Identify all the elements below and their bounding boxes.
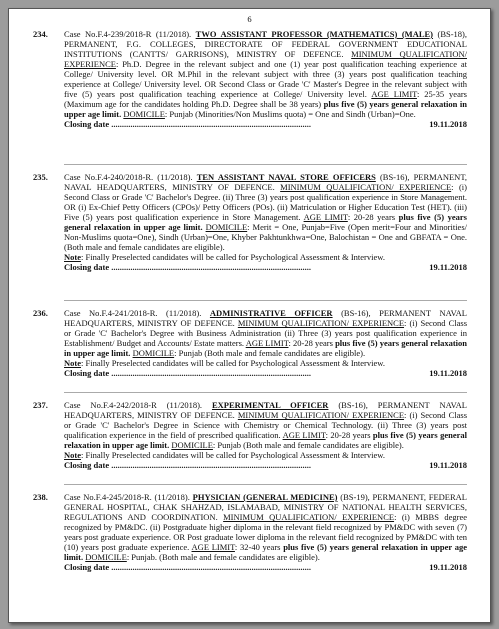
closing-label-wrap: Closing date .............................................................................................. xyxy=(64,262,311,272)
case-number: Case No.F.4-239/2018-R (11/2018). xyxy=(64,29,196,39)
age-relaxation: plus five (5) years general relaxation in upper age limit. xyxy=(64,212,467,232)
closing-label-wrap: Closing date .............................................................................................. xyxy=(64,119,311,129)
age-limit-text: : 20-28 years xyxy=(288,338,336,348)
section-divider xyxy=(64,164,467,165)
document-page xyxy=(8,8,491,623)
entry-number: 237. xyxy=(33,400,48,410)
domicile-text: : Punjab (Minorities/Non Muslims quota) = One and Sindh (Urban)=One. xyxy=(164,109,416,119)
entry-text xyxy=(64,172,467,272)
entry-text xyxy=(64,400,467,470)
qualification-text: : (i) Second Class or Grade 'C' Bachelor's Degree in Science with Chemistry or Chemical Technology. (ii) Three (3) years post qualification experience in the field of prescribed qualification. xyxy=(64,410,468,440)
qualification-label: MINIMUM QUALIFICATION/ EXPERIENCE xyxy=(237,410,405,420)
post-title: TWO ASSISTANT PROFESSOR (MATHEMATICS) (MALE) xyxy=(195,29,434,39)
entry-body xyxy=(64,172,467,252)
post-details: (BS-19), PERMANENT, FEDERAL GENERAL HOSPITAL, CHAK SHAHZAD, ISLAMABAD, MINISTRY OF NATIONAL HEALTH SERVICES, REGULATIONS AND COORDINATION. xyxy=(64,492,467,522)
entry-body xyxy=(64,308,467,358)
post-details: (BS-18), PERMANENT, F.G. COLLEGES, DIRECTORATE OF FEDERAL GOVERNMENT EDUCATIONAL INSTITUTIONS (CANTTS/ GARRISONS), MINISTRY OF DEFENCE. xyxy=(64,29,468,59)
age-limit-label: AGE LIMIT xyxy=(245,338,289,348)
domicile-text: : Merit = One, Punjab=Five (Open merit=Four and Minorities/ Non-Muslims quota=One), Sindh (Urban)=One, Khyber Pakhtunkhwa=One, Balochistan = One and GBFATA = One. (Both male and female candidates are eligible). xyxy=(64,222,467,252)
age-limit-label: AGE LIMIT xyxy=(371,89,417,99)
age-limit-label: AGE LIMIT xyxy=(303,212,348,222)
domicile-text: : Punjab. (Both male and female candidates are eligible). xyxy=(126,552,320,562)
note-line xyxy=(64,358,467,368)
age-limit-text: : 20-28 years xyxy=(325,430,373,440)
page-number: 6 xyxy=(247,14,252,24)
domicile-text: : Punjab (Both male and female candidates are eligible). xyxy=(212,440,404,450)
closing-date-line xyxy=(64,460,467,470)
note-line xyxy=(64,450,467,460)
post-details: (BS-16), PERMANENT, NAVAL HEADQUARTERS, MINISTRY OF DEFENCE. xyxy=(64,172,468,192)
note-text: : Finally Preselected candidates will be called for Psychological Assessment & Interview. xyxy=(81,358,385,368)
closing-date-line xyxy=(64,368,467,378)
case-number: Case No.F.4-240/2018-R. (11/2018). xyxy=(64,172,197,182)
post-details: (BS-16), PERMANENT NAVAL HEADQUARTERS, MINISTRY OF DEFENCE. xyxy=(64,400,468,420)
domicile-label: DOMICILE xyxy=(85,552,127,562)
entry-body xyxy=(64,29,467,119)
qualification-text: : Ph.D. Degree in the relevant subject and one (1) year post qualification teaching experience at College/ University level. OR M.Phil in the relevant subject with three (3) years post qualification teaching experience at College/ University level. OR Second Class or Grade 'C' Master's Degree in the relevant subject with five (5) years post qualification teaching experience at College/ University level. xyxy=(64,59,467,99)
domicile-label: DOMICILE xyxy=(171,440,213,450)
domicile-label: DOMICILE xyxy=(205,222,248,232)
note-text: : Finally Preselected candidates will be called for Psychological Assessment & Interview. xyxy=(81,252,385,262)
post-title: TEN ASSISTANT NAVAL STORE OFFICERS xyxy=(196,172,376,182)
entry-text xyxy=(64,492,467,572)
closing-date-line xyxy=(64,262,467,272)
age-limit-label: AGE LIMIT xyxy=(191,542,235,552)
note-label: Note xyxy=(64,358,81,368)
closing-label-wrap: Closing date .............................................................................................. xyxy=(64,368,311,378)
post-title: PHYSICIAN (GENERAL MEDICINE) xyxy=(192,492,338,502)
section-divider xyxy=(64,392,467,393)
domicile-label: DOMICILE xyxy=(123,109,165,119)
age-relaxation: plus five (5) years general relaxation in upper age limit. xyxy=(64,99,467,119)
note-text: : Finally Preselected candidates will be called for Psychological Assessment & Interview. xyxy=(81,450,385,460)
entry-text xyxy=(64,308,467,378)
closing-label: Closing date xyxy=(64,262,110,272)
age-relaxation: plus five (5) years general relaxation in upper age limit. xyxy=(64,430,467,450)
qualification-text: : (i) MBBS degree recognized by PM&DC. (ii) Postgraduate higher diploma in the relevant field recognized by PM&DC with seven (7) years post graduate experience. OR Post graduate lower diploma in the relevant field recognized by PM&DC with ten (10) years post graduate experience. xyxy=(64,512,467,552)
entry-text xyxy=(64,29,467,129)
closing-date: 19.11.2018 xyxy=(429,368,467,378)
qualification-label: MINIMUM QUALIFICATION/ EXPERIENCE xyxy=(237,318,405,328)
closing-date: 19.11.2018 xyxy=(429,119,467,129)
qualification-label: MINIMUM QUALIFICATION/ EXPERIENCE xyxy=(223,512,395,522)
entry-body xyxy=(64,492,467,562)
age-limit-text: : 20-28 years xyxy=(347,212,399,222)
closing-date-line xyxy=(64,119,467,129)
post-details: (BS-16), PERMANENT NAVAL HEADQUARTERS, MINISTRY OF DEFENCE. xyxy=(64,308,467,328)
note-label: Note xyxy=(64,450,81,460)
age-limit-text: : 25-35 years (Maximum age for the candidates holding Ph.D. Degree shall be 38 years) xyxy=(64,89,467,109)
closing-date: 19.11.2018 xyxy=(429,460,467,470)
closing-date: 19.11.2018 xyxy=(429,562,467,572)
age-relaxation: plus five (5) years general relaxation in upper age limit. xyxy=(64,542,467,562)
qualification-text: : (i) Second Class or Grade 'C' Bachelor's Degree with Business Administration (ii) Three (3) years post qualification experience in Establishment/ Budget and Accounts/ Estate matters. xyxy=(64,318,468,348)
qualification-label: MINIMUM QUALIFICATION/ EXPERIENCE xyxy=(64,49,467,69)
closing-date-line xyxy=(64,562,467,572)
age-relaxation: plus five (5) years general relaxation in upper age limit. xyxy=(64,338,467,358)
closing-label: Closing date xyxy=(64,562,110,572)
closing-label: Closing date xyxy=(64,368,110,378)
post-title: EXPERIMENTAL OFFICER xyxy=(211,400,329,410)
entry-number: 234. xyxy=(33,29,48,39)
closing-label-wrap: Closing date .............................................................................................. xyxy=(64,460,311,470)
note-label: Note xyxy=(64,252,81,262)
closing-label: Closing date xyxy=(64,460,110,470)
closing-date: 19.11.2018 xyxy=(429,262,467,272)
note-line xyxy=(64,252,467,262)
case-number: Case No.F.4-241/2018-R. (11/2018). xyxy=(64,308,210,318)
post-title: ADMINISTRATIVE OFFICER xyxy=(209,308,333,318)
case-number: Case No.F.4-245/2018-R. (11/2018). xyxy=(64,492,193,502)
section-divider xyxy=(64,300,467,301)
age-limit-label: AGE LIMIT xyxy=(282,430,326,440)
qualification-label: MINIMUM QUALIFICATION/ EXPERIENCE xyxy=(280,182,452,192)
entry-number: 236. xyxy=(33,308,48,318)
case-number: Case No.F.4-242/2018-R (11/2018). xyxy=(64,400,212,410)
domicile-label: DOMICILE xyxy=(132,348,175,358)
age-limit-text: : 32-40 years xyxy=(234,542,284,552)
domicile-text: : Punjab (Both male and female candidates are eligible). xyxy=(174,348,366,358)
closing-label-wrap: Closing date .............................................................................................. xyxy=(64,562,311,572)
closing-label: Closing date xyxy=(64,119,110,129)
qualification-text: : (i) Second Class or Grade 'C' Bachelor's Degree. (ii) Three (3) years post qualification experience in Store Management. OR (i) Ex-Chief Petty Officers (CPOs)/ Petty Officers (POs). (ii) Matriculation or Higher Education Test (HET). (iii) Five (5) years post qualification experience in Store Management. xyxy=(64,182,467,222)
entry-number: 238. xyxy=(33,492,48,502)
entry-number: 235. xyxy=(33,172,48,182)
section-divider xyxy=(64,484,467,485)
entry-body xyxy=(64,400,467,450)
